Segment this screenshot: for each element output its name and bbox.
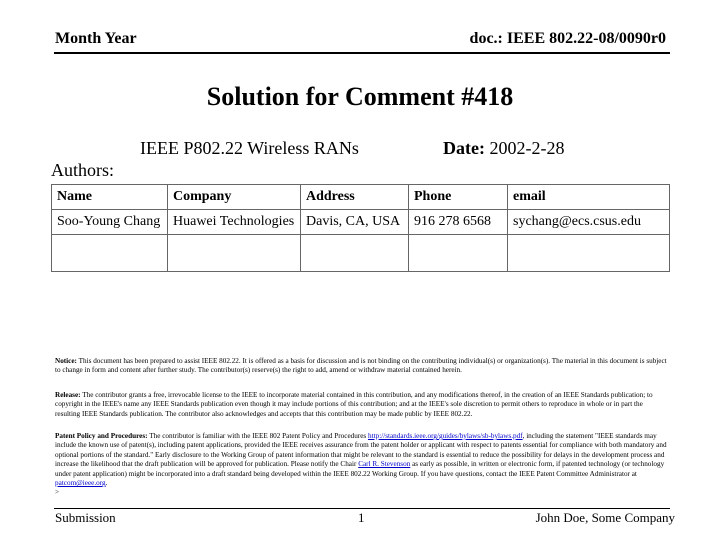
patent-tail: > (55, 488, 60, 497)
notice-label: Notice: (55, 357, 77, 365)
header-date: Month Year (55, 30, 137, 47)
release-text: The contributor grants a free, irrevocable license to the IEEE to incorporate material contained in this contribution, and any modifications thereof, in the creation of an IEEE Standards publication; to copyright in the IEEE's name any IEEE Standards publication even though it may include portions of this contribution; and at the IEEE's sole discretion to permit others to reproduce in whole or in part the resulting IEEE Standards publication. The contributor also acknowledges and accepts that this contribution may be made public by IEEE 802.22. (55, 391, 653, 418)
patent-text-4: . (105, 479, 108, 488)
col-header-email: email (508, 185, 670, 210)
cell-address: Davis, CA, USA (301, 210, 409, 235)
date-value: 2002-2-28 (489, 138, 565, 158)
patent-text-3: as early as possible, in written or electronic form, if patented technology (or technology under patent application) might be incorporated into a draft standard being developed within the IEEE 802.22 Working Group. If you have questions, contact the IEEE Patent Committee Administrator at (55, 460, 665, 478)
patcom-email-link[interactable]: patcom@ieee.org (55, 479, 106, 488)
authors-label: Authors: (51, 160, 114, 180)
cell-empty (168, 235, 301, 272)
notice-text: This document has been prepared to assist IEEE 802.22. It is offered as a basis for discussion and is not binding on the contributing individual(s) or organization(s). The material in this document is subject to change in form and content after further study. The contributor(s) reserve(s) the right to add, amend or withdraw material contained herein. (55, 357, 667, 375)
cell-email: sychang@ecs.csus.edu (508, 210, 670, 235)
table-row (52, 210, 670, 235)
header-doc-id: doc.: IEEE 802.22-08/0090r0 (469, 30, 666, 47)
header-divider (54, 52, 670, 54)
footer-author: John Doe, Some Company (535, 510, 675, 525)
patent-text-2: , including the statement "IEEE standards may include the known use of patent(s), including patent applications, provided the IEEE receives assurance from the patent holder or applicant with respect to patents essential for compliance with both mandatory and optional portions of the standard." Early disclosure to the Working Group of patent information that might be relevant to the standard is essential to reduce the possibility for delays in the development process and increase the likelihood that the draft publication will be approved for publication. Please notify the Chair (55, 432, 667, 469)
footer-page-number: 1 (358, 510, 365, 525)
cell-phone: 916 278 6568 (409, 210, 508, 235)
release-label: Release: (55, 391, 81, 399)
footer-submission: Submission (55, 510, 116, 525)
col-header-company: Company (168, 185, 301, 210)
table-header-row (52, 185, 670, 210)
patent-label: Patent Policy and Procedures: (55, 432, 148, 440)
col-header-address: Address (301, 185, 409, 210)
patent-paragraph (55, 432, 668, 498)
slide-date (443, 138, 564, 159)
authors-table (51, 184, 670, 272)
release-paragraph (55, 391, 668, 419)
cell-company: Huawei Technologies (168, 210, 301, 235)
cell-empty (52, 235, 168, 272)
notice-paragraph (55, 357, 668, 376)
table-row-empty (52, 235, 670, 272)
cell-empty (508, 235, 670, 272)
patent-text-1: The contributor is familiar with the IEEE 802 Patent Policy and Procedures (149, 432, 367, 440)
footer-divider (54, 508, 670, 509)
cell-empty (301, 235, 409, 272)
patent-policy-link[interactable]: http://standards.ieee.org/guides/bylaws/sb-bylaws.pdf (368, 432, 523, 440)
slide-subtitle: IEEE P802.22 Wireless RANs (140, 138, 359, 158)
slide-title: Solution for Comment #418 (206, 82, 514, 111)
col-header-phone: Phone (409, 185, 508, 210)
chair-link[interactable]: Carl R. Stevenson (358, 460, 411, 469)
cell-empty (409, 235, 508, 272)
cell-name: Soo-Young Chang (52, 210, 168, 235)
col-header-name: Name (52, 185, 168, 210)
date-label: Date: (443, 138, 485, 158)
